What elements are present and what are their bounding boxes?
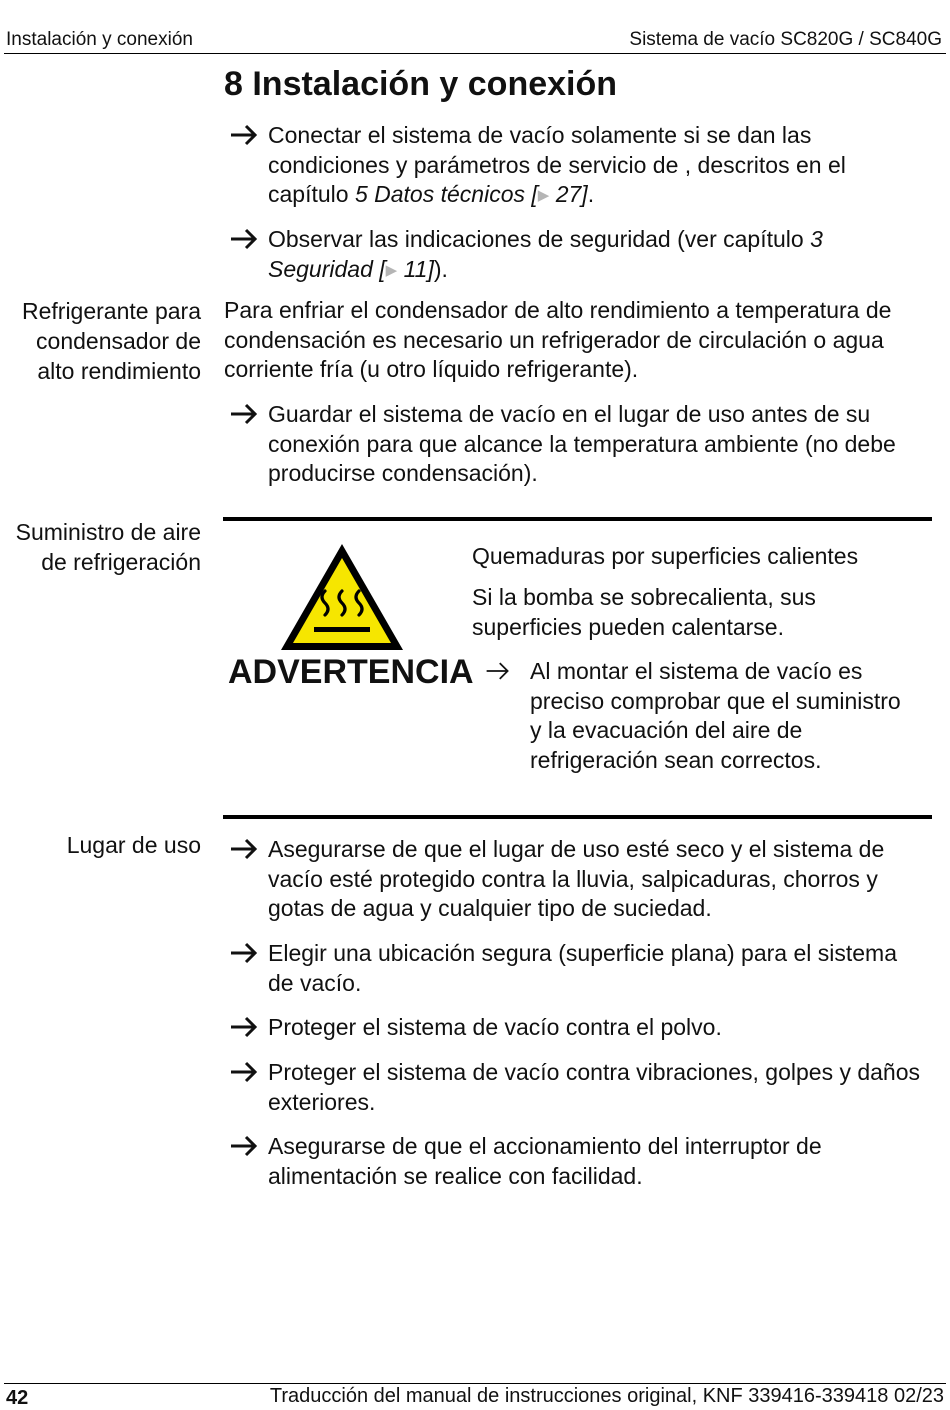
- location-step-text: Asegurarse de que el lugar de uso esté seco y el sistema de vacío esté protegido contra la lluvia, salpicaduras, chorros y gotas de agua y cualquier tipo de suciedad.: [268, 836, 885, 921]
- warning-title: Quemaduras por superficies calientes: [472, 543, 859, 569]
- page-number: 42: [6, 1387, 29, 1409]
- warning-step-text: Al montar el sistema de vacío es preciso comprobar que el suministro y la evacuación del aire de refrigeración sean correctos.: [530, 658, 901, 773]
- warning-top-rule: [223, 517, 932, 521]
- cooling-step-text: Guardar el sistema de vacío en el lugar de uso antes de su conexión para que alcance la temperatura ambiente (no debe producirse condensación).: [268, 401, 896, 486]
- location-step-1: [228, 835, 928, 924]
- cooling-step: [228, 400, 928, 489]
- warning-text: Si la bomba se sobrecalienta, sus superficies pueden calentarse.: [472, 584, 816, 640]
- arrow-right-icon: [484, 660, 512, 682]
- side-label-refrigerante: Refrigerante para condensador de alto rendimiento: [22, 298, 201, 384]
- location-step-text: Elegir una ubicación segura (superficie plana) para el sistema de vacío.: [268, 940, 898, 996]
- location-step-text: Proteger el sistema de vacío contra el polvo.: [268, 1014, 722, 1040]
- intro-step-2-text: Observar las indicaciones de seguridad (ver capítulo: [268, 226, 811, 252]
- running-header-left: Instalación y conexión: [6, 29, 193, 50]
- side-label-suministro: Suministro de aire de refrigeración: [15, 519, 201, 575]
- location-step-text: Asegurarse de que el accionamiento del interruptor de alimentación se realice con facilidad.: [268, 1133, 822, 1189]
- cooling-paragraph: Para enfriar el condensador de alto rendimiento a temperatura de condensación es necesario un refrigerador de circulación o agua corriente fría (u otro líquido refrigerante).: [224, 297, 892, 382]
- cross-reference-page: 11]: [397, 255, 434, 282]
- intro-step-1: [228, 121, 928, 211]
- signal-word: ADVERTENCIA: [228, 653, 474, 691]
- location-step-text: Proteger el sistema de vacío contra vibraciones, golpes y daños exteriores.: [268, 1059, 921, 1115]
- footer-text: Traducción del manual de instrucciones original, KNF 339416-339418 02/23: [269, 1385, 944, 1407]
- cross-reference-page: 27]: [549, 181, 588, 207]
- location-step-2: [228, 939, 928, 998]
- intro-step-2: [228, 225, 928, 285]
- location-step-5: [228, 1132, 928, 1191]
- arrow-right-icon: [228, 1060, 260, 1084]
- running-header-right: Sistema de vacío SC820G / SC840G: [629, 29, 942, 50]
- hot-surface-warning-icon: [278, 541, 406, 653]
- arrow-right-icon: [228, 1015, 260, 1039]
- header-rule: [4, 53, 946, 54]
- warning-bottom-rule: [223, 815, 932, 819]
- arrow-right-icon: [228, 402, 260, 426]
- cross-reference-title: 3 Seguridad [: [268, 226, 823, 282]
- arrow-right-icon: [228, 837, 260, 861]
- intro-step-1-text: Conectar el sistema de vacío solamente si se dan las condiciones y parámetros de servicio de , descritos en el capítulo: [268, 122, 846, 207]
- location-step-3: [228, 1013, 928, 1043]
- intro-step-1-end: .: [587, 181, 595, 207]
- chapter-title: 8 Instalación y conexión: [224, 65, 618, 103]
- page-pointer-icon: ▶: [537, 187, 550, 204]
- intro-step-2-end: ).: [433, 255, 448, 282]
- cross-reference-link[interactable]: [355, 181, 588, 207]
- page-pointer-icon: ▶: [385, 261, 398, 279]
- side-label-lugar-de-uso: Lugar de uso: [66, 832, 201, 858]
- arrow-right-icon: [228, 227, 260, 251]
- arrow-right-icon: [228, 941, 260, 965]
- location-step-4: [228, 1058, 928, 1117]
- cross-reference-title: 5 Datos técnicos [: [354, 181, 538, 207]
- warning-step: [484, 657, 914, 775]
- arrow-right-icon: [228, 1134, 260, 1158]
- arrow-right-icon: [228, 123, 260, 147]
